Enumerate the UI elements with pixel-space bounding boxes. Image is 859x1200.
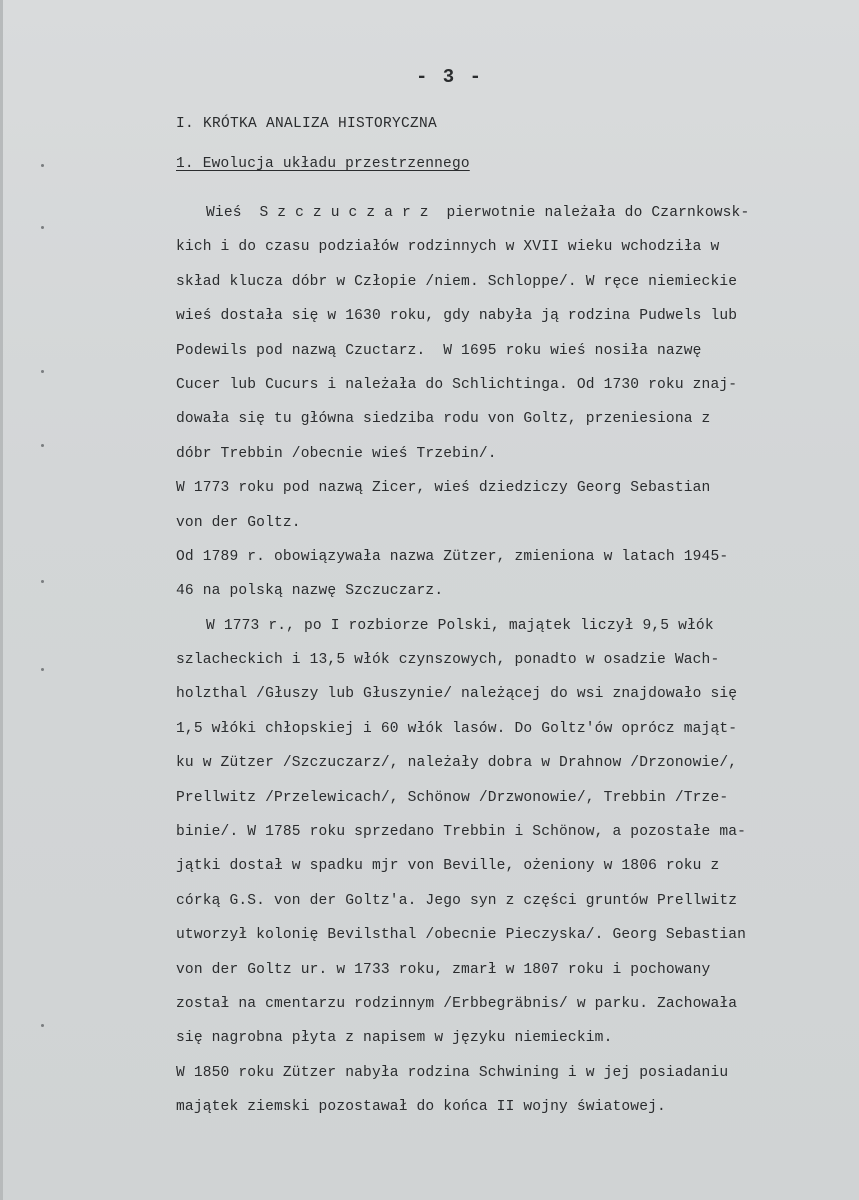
margin-dot xyxy=(41,444,44,447)
text-line: skład klucza dóbr w Człopie /niem. Schloppe/. W ręce niemieckie xyxy=(176,273,738,290)
text-line: W 1850 roku Zützer nabyła rodzina Schwining i w jej posiadaniu xyxy=(176,1064,729,1081)
text-line: Od 1789 r. obowiązywała nazwa Zützer, zmieniona w latach 1945- xyxy=(176,548,729,565)
margin-dot xyxy=(41,164,44,167)
text-line: Cucer lub Cucurs i należała do Schlichtinga. Od 1730 roku znaj- xyxy=(176,376,738,393)
text-line: W 1773 r., po I rozbiorze Polski, majątek liczył 9,5 włók xyxy=(206,617,714,634)
text-line: von der Goltz. xyxy=(176,514,301,531)
margin-dot xyxy=(41,226,44,229)
subsection-heading: 1. Ewolucja układu przestrzennego xyxy=(176,156,470,172)
margin-dot xyxy=(41,370,44,373)
text-line: kich i do czasu podziałów rodzinnych w XVII wieku wchodziła w xyxy=(176,239,720,256)
text-line: szlacheckich i 13,5 włók czynszowych, ponadto w osadzie Wach- xyxy=(176,652,720,669)
text-line: ku w Zützer /Szczuczarz/, należały dobra w Drahnow /Drzonowie/, xyxy=(176,755,738,772)
text-line: Wieś S z c z u c z a r z pierwotnie należała do Czarnkowsk- xyxy=(206,205,750,221)
text-line: Podewils pod nazwą Czuctarz. W 1695 roku wieś nosiła nazwę xyxy=(176,342,702,359)
text-line: Prellwitz /Przelewicach/, Schönow /Drzwonowie/, Trebbin /Trze- xyxy=(176,789,729,806)
text-line: dóbr Trebbin /obecnie wieś Trzebin/. xyxy=(176,445,497,462)
text-line: majątek ziemski pozostawał do końca II wojny światowej. xyxy=(176,1099,666,1116)
text-line: wieś dostała się w 1630 roku, gdy nabyła ją rodzina Pudwels lub xyxy=(176,308,738,325)
body-text xyxy=(176,196,856,1125)
margin-dot xyxy=(41,580,44,583)
text-line: von der Goltz ur. w 1733 roku, zmarł w 1807 roku i pochowany xyxy=(176,961,711,978)
text-line: 1,5 włóki chłopskiej i 60 włók lasów. Do Goltz'ów oprócz mająt- xyxy=(176,720,738,737)
text-line: dowała się tu główna siedziba rodu von Goltz, przeniesiona z xyxy=(176,411,711,428)
page-number: - 3 - xyxy=(416,66,484,88)
margin-dot xyxy=(41,668,44,671)
section-heading: I. KRÓTKA ANALIZA HISTORYCZNA xyxy=(176,116,438,132)
text-line: się nagrobna płyta z napisem w języku niemieckim. xyxy=(176,1030,613,1047)
text-line: W 1773 roku pod nazwą Zicer, wieś dziedziczy Georg Sebastian xyxy=(176,480,711,497)
margin-dot xyxy=(41,1024,44,1027)
text-line: córką G.S. von der Goltz'a. Jego syn z części gruntów Prellwitz xyxy=(176,892,738,909)
text-line: jątki dostał w spadku mjr von Beville, ożeniony w 1806 roku z xyxy=(176,858,720,875)
text-line: binie/. W 1785 roku sprzedano Trebbin i Schönow, a pozostałe ma- xyxy=(176,824,747,841)
text-line: utworzył kolonię Bevilsthal /obecnie Pieczyska/. Georg Sebastian xyxy=(176,927,747,944)
text-line: holzthal /Głuszy lub Głuszynie/ należącej do wsi znajdowało się xyxy=(176,686,738,703)
text-line: 46 na polską nazwę Szczuczarz. xyxy=(176,583,444,600)
text-line: został na cmentarzu rodzinnym /Erbbegräbnis/ w parku. Zachowała xyxy=(176,995,738,1012)
